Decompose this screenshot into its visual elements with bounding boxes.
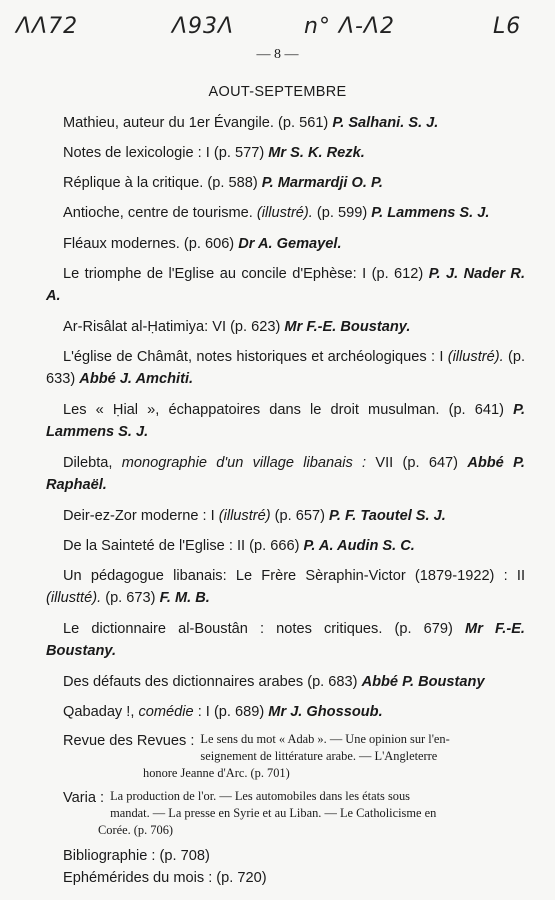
revue-des-revues — [0, 731, 555, 782]
toc-entry — [0, 565, 555, 609]
handwritten-note-2: Λ93Λ — [172, 14, 235, 39]
entry-title: Dilebta, — [63, 455, 113, 471]
revue-heading: Revue des Revues : — [63, 733, 195, 749]
bibliographie: Bibliographie : (p. 708) — [63, 848, 210, 864]
entry-title: Le dictionnaire al-Boustân : notes critiques. — [63, 621, 383, 637]
entry-author: P. Marmardji O. P. — [261, 175, 383, 191]
entry-ref: (p. 679) — [394, 621, 453, 637]
entry-author: P. F. Taoutel S. J. — [329, 508, 446, 524]
entry-note: (illustté). — [46, 590, 102, 606]
entry-author: Mr F.-E. Boustany. — [284, 319, 411, 335]
entry-title: Antioche, centre de tourisme. — [63, 205, 253, 221]
entry-author: P. A. Audin S. C. — [303, 538, 415, 554]
varia-line-2: mandat. — La presse en Syrie et au Liban. — Le Catholicisme en — [110, 806, 437, 820]
table-of-contents — [0, 112, 555, 889]
entry-title: Fléaux modernes. — [63, 236, 180, 252]
entry-title: Ar-Risâlat al-Ḥatimiya: VI — [63, 319, 226, 335]
handwritten-note-1: ΛΛ72 — [16, 14, 79, 39]
varia-line-1: La production de l'or. — Les automobiles dans les états sous — [110, 789, 411, 803]
toc-entry — [0, 452, 555, 496]
toc-entry — [0, 618, 555, 662]
toc-entry — [0, 535, 555, 557]
entry-author: Mr S. K. Rezk. — [268, 145, 365, 161]
toc-entry — [0, 316, 555, 338]
entry-note: monographie d'un village libanais : — [121, 455, 367, 471]
entry-title: Mathieu, auteur du 1er Évangile. — [63, 115, 274, 131]
toc-entry — [0, 112, 555, 134]
entry-author: P. Lammens S. J. — [371, 205, 490, 221]
entry-author: Mr J. Ghossoub. — [268, 704, 383, 720]
entry-ref: (p. 633) — [46, 349, 525, 387]
revue-line-2: seignement de littérature arabe. — L'Angleterre — [200, 749, 438, 763]
entry-ref: (p. 689) — [213, 704, 265, 720]
entry-ref: (p. 588) — [207, 175, 258, 191]
entry-title: Deir-ez-Zor moderne : I — [63, 508, 215, 524]
entry-title: Notes de lexicologie : I — [63, 145, 210, 161]
entry-ref: (p. 673) — [105, 590, 156, 606]
entry-author: Abbé J. Amchiti. — [79, 371, 194, 387]
entry-note: comédie — [138, 704, 194, 720]
ephemerides: Ephémérides du mois : (p. 720) — [63, 870, 267, 886]
entry-note: (illustré). — [447, 349, 504, 365]
entry-author: Mr F.-E. Boustany. — [46, 621, 525, 659]
toc-entry — [0, 263, 555, 307]
entry-ref: (p. 657) — [274, 508, 325, 524]
varia-heading: Varia : — [63, 790, 105, 806]
toc-entry — [0, 399, 555, 443]
entry-ref: (p. 623) — [230, 319, 281, 335]
entry-ref: (p. 683) — [307, 674, 358, 690]
entry-ref: (p. 641) — [448, 402, 504, 418]
revue-line-1: Le sens du mot « Adab ». — Une opinion sur l'en- — [200, 732, 450, 746]
entry-author: Dr A. Gemayel. — [238, 236, 342, 252]
entry-title: Le triomphe de l'Eglise au concile d'Ephèse: I — [63, 266, 367, 282]
entry-title: Des défauts des dictionnaires arabes — [63, 674, 304, 690]
entry-title: Les « Ḥial », échappatoires dans le droit musulman. — [63, 402, 440, 418]
section-title: AOUT-SEPTEMBRE — [208, 84, 347, 100]
entry-author: Abbé P. Boustany — [361, 674, 485, 690]
revue-line-3: honore Jeanne d'Arc. (p. 701) — [143, 766, 290, 780]
entry-ref: (p. 599) — [316, 205, 368, 221]
toc-entry — [0, 202, 555, 224]
handwritten-note-4: L6 — [493, 14, 522, 39]
entry-author: F. M. B. — [159, 590, 210, 606]
varia-line-3: Corée. (p. 706) — [98, 823, 174, 837]
entry-title: Un pédagogue libanais: Le Frère Sèraphin-Victor (1879-1922) : II — [63, 568, 525, 584]
entry-title: L'église de Châmât, notes historiques et archéologiques : I — [63, 349, 444, 365]
entry-ref: (p. 612) — [371, 266, 424, 282]
toc-entry — [0, 142, 555, 164]
entry-author: P. Salhani. S. J. — [332, 115, 439, 131]
toc-entry — [0, 346, 555, 390]
entry-ref: (p. 666) — [249, 538, 300, 554]
toc-entry — [0, 671, 555, 693]
entry-note: (illustré) — [218, 508, 271, 524]
page-number: — 8 — — [256, 47, 299, 62]
entry-ref: (p. 647) — [402, 455, 459, 471]
entry-title: De la Sainteté de l'Eglise : II — [63, 538, 246, 554]
entry-ref: (p. 577) — [213, 145, 265, 161]
entry-note: (illustré). — [256, 205, 313, 221]
entry-title-part: : I — [197, 704, 210, 720]
entry-author: P. Lammens S. J. — [46, 402, 526, 440]
entry-ref: (p. 561) — [278, 115, 329, 131]
toc-entry — [0, 233, 555, 255]
handwritten-note-3: n° Λ-Λ2 — [304, 14, 395, 39]
toc-entry — [0, 701, 555, 723]
varia — [0, 788, 555, 839]
entry-author: Abbé P. Raphaël. — [46, 455, 525, 493]
toc-entry — [0, 505, 555, 527]
entry-ref: (p. 606) — [183, 236, 235, 252]
entry-title: Réplique à la critique. — [63, 175, 204, 191]
entry-title-part: VII — [375, 455, 394, 471]
entry-author: P. J. Nader R. A. — [46, 266, 526, 304]
entry-title: Qabaday !, — [63, 704, 135, 720]
toc-entry — [0, 172, 555, 194]
